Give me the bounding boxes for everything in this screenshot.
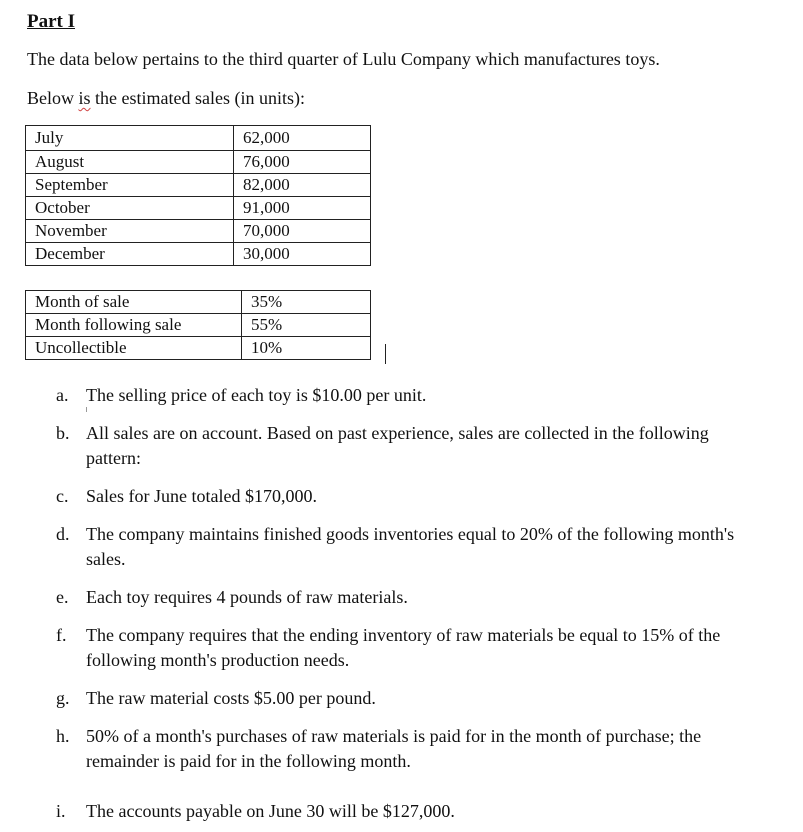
collection-label-cell: Month following sale (26, 314, 242, 337)
table-row (26, 151, 371, 174)
list-item-text: The accounts payable on June 30 will be $127,000. (86, 801, 455, 821)
collection-pct-cell: 10% (242, 337, 371, 360)
table-row (26, 243, 371, 266)
table-row (26, 291, 371, 314)
units-cell: 30,000 (234, 243, 371, 266)
list-marker: b. (56, 423, 70, 443)
units-cell: 91,000 (234, 197, 371, 220)
month-cell: October (26, 197, 234, 220)
month-cell: December (26, 243, 234, 266)
list-item-text: Each toy requires 4 pounds of raw materials. (86, 587, 408, 607)
month-cell: July (26, 126, 234, 151)
table-row (26, 126, 371, 151)
month-cell: November (26, 220, 234, 243)
list-item-text: The raw material costs $5.00 per pound. (86, 688, 376, 708)
intro-paragraph: The data below pertains to the third quarter of Lulu Company which manufactures toys. (27, 49, 660, 69)
table-row (26, 337, 371, 360)
list-item-text: 50% of a month's purchases of raw materials is paid for in the month of purchase; the remainder is paid for in the following month. (86, 726, 702, 771)
list-item-text: The company maintains finished goods inventories equal to 20% of the following month's sales. (86, 524, 735, 569)
collection-label-cell: Month of sale (26, 291, 242, 314)
formatting-mark (86, 407, 87, 412)
collection-pct-cell: 35% (242, 291, 371, 314)
table-row (26, 220, 371, 243)
month-cell: August (26, 151, 234, 174)
lead-text-end: the estimated sales (in units): (90, 88, 305, 108)
lead-text-start: Below (27, 88, 79, 108)
list-item-text: The company requires that the ending inventory of raw materials be equal to 15% of the following month's production needs. (86, 625, 721, 670)
list-marker: c. (56, 486, 69, 506)
sales-lead-paragraph (27, 88, 305, 109)
table-row (26, 174, 371, 197)
collection-label-cell: Uncollectible (26, 337, 242, 360)
list-item-text: Sales for June totaled $170,000. (86, 486, 317, 506)
list-item-text: All sales are on account. Based on past experience, sales are collected in the following pattern: (86, 423, 709, 468)
units-cell: 82,000 (234, 174, 371, 197)
table-row (26, 197, 371, 220)
collection-pct-cell: 55% (242, 314, 371, 337)
list-marker: f. (56, 625, 67, 645)
list-item-text: The selling price of each toy is $10.00 per unit. (86, 385, 427, 405)
units-cell: 76,000 (234, 151, 371, 174)
collection-pattern-table (25, 290, 371, 360)
units-cell: 70,000 (234, 220, 371, 243)
part-heading: Part I (27, 11, 76, 32)
list-marker: g. (56, 688, 70, 708)
estimated-sales-table (25, 125, 371, 266)
units-cell: 62,000 (234, 126, 371, 151)
list-marker: d. (56, 524, 70, 544)
list-marker: e. (56, 587, 69, 607)
table-row (26, 314, 371, 337)
text-cursor (385, 344, 386, 364)
month-cell: September (26, 174, 234, 197)
spellcheck-flagged-word: is (78, 88, 91, 108)
list-marker: a. (56, 385, 69, 405)
list-marker: h. (56, 726, 70, 746)
list-marker: i. (56, 801, 66, 821)
